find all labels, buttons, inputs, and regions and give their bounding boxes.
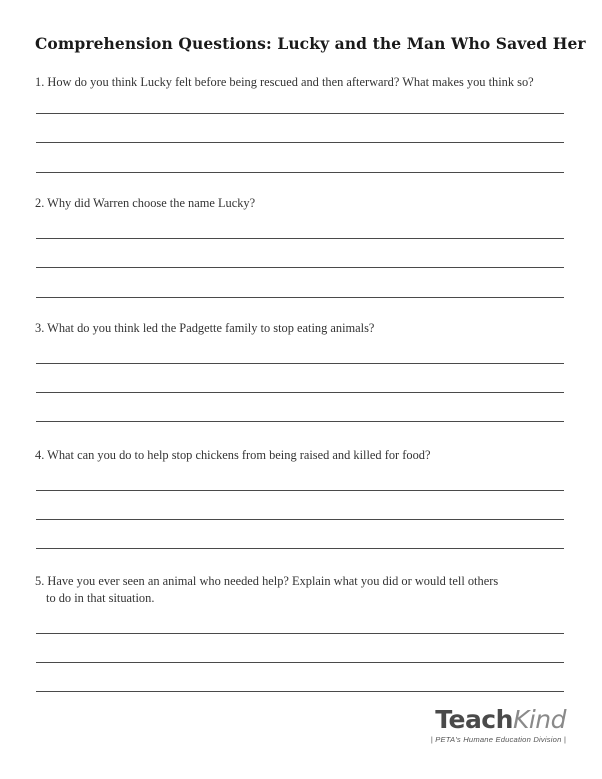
question-4: [35, 447, 430, 464]
question-text: 5. Have you ever seen an animal who needed help? Explain what you did or would tell others: [35, 574, 499, 588]
answer-line[interactable]: [36, 172, 564, 173]
answer-line[interactable]: [36, 238, 564, 239]
logo-subtitle: | PETA's Humane Education Division |: [430, 735, 566, 744]
answer-line[interactable]: [36, 142, 564, 143]
answer-line[interactable]: [36, 662, 564, 663]
question-text: 4. What can you do to help stop chickens from being raised and killed for food?: [35, 448, 431, 462]
answer-line[interactable]: [36, 691, 564, 692]
teachkind-logo: [431, 707, 566, 744]
question-1: [35, 74, 534, 91]
logo-wordmark: [431, 707, 566, 733]
answer-line[interactable]: [36, 421, 564, 422]
question-text-continuation: to do in that situation.: [46, 591, 155, 605]
answer-line[interactable]: [36, 392, 564, 393]
logo-kind: Kind: [512, 705, 566, 734]
question-5: [35, 573, 498, 607]
answer-line[interactable]: [36, 548, 564, 549]
answer-line[interactable]: [36, 267, 564, 268]
question-text: 2. Why did Warren choose the name Lucky?: [35, 196, 256, 210]
page-title: Comprehension Questions: Lucky and the Man Who Saved Her: [35, 34, 586, 53]
answer-line[interactable]: [36, 113, 564, 114]
answer-line[interactable]: [36, 297, 564, 298]
question-3: [35, 320, 374, 337]
answer-line[interactable]: [36, 519, 564, 520]
answer-line[interactable]: [36, 490, 564, 491]
question-2: [35, 195, 255, 212]
answer-line[interactable]: [36, 363, 564, 364]
question-text: 3. What do you think led the Padgette family to stop eating animals?: [35, 321, 375, 335]
answer-line[interactable]: [36, 633, 564, 634]
logo-teach: Teach: [435, 705, 513, 734]
question-text: 1. How do you think Lucky felt before being rescued and then afterward? What makes you think so?: [35, 75, 534, 89]
